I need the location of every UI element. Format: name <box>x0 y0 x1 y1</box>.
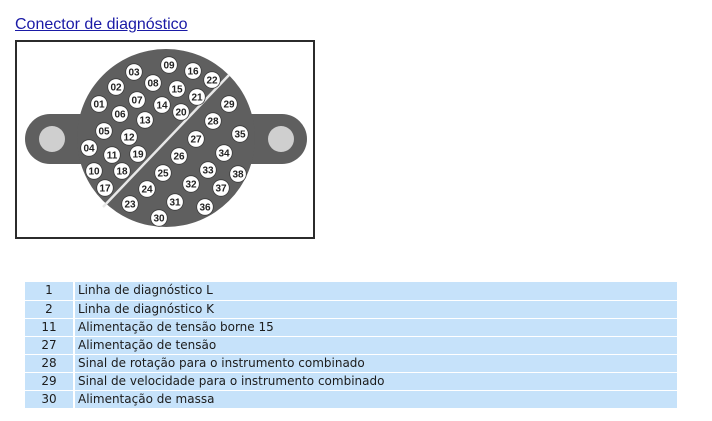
connector-diagram <box>15 40 315 239</box>
connector-pin-30 <box>151 210 168 227</box>
connector-pin-12 <box>121 129 138 146</box>
connector-pin-23 <box>122 196 139 213</box>
pin-label: 29 <box>223 99 235 111</box>
connector-pin-10 <box>86 163 103 180</box>
connector-pin-05 <box>96 123 113 140</box>
table-row <box>25 390 677 408</box>
connector-pin-26 <box>171 148 188 165</box>
connector-pin-28 <box>205 113 222 130</box>
pin-label: 31 <box>169 197 181 209</box>
connector-pin-32 <box>183 176 200 193</box>
pin-label: 10 <box>88 166 100 178</box>
pin-description-cell: Alimentação de tensão borne 15 <box>74 318 677 336</box>
pin-number-cell: 2 <box>25 300 74 318</box>
table-row <box>25 336 677 354</box>
pin-number-cell: 29 <box>25 372 74 390</box>
pin-label: 30 <box>153 213 165 225</box>
connector-pin-24 <box>139 181 156 198</box>
connector-pin-06 <box>112 106 129 123</box>
pin-description-cell: Sinal de rotação para o instrumento combinado <box>74 354 677 372</box>
table-row <box>25 300 677 318</box>
pin-number-cell: 1 <box>25 282 74 300</box>
table-row <box>25 282 677 300</box>
pin-label: 32 <box>185 179 197 191</box>
connector-pin-27 <box>188 131 205 148</box>
pin-label: 07 <box>131 95 143 107</box>
pin-label: 21 <box>191 92 203 104</box>
pin-label: 02 <box>110 82 122 94</box>
connector-pin-13 <box>137 112 154 129</box>
connector-pin-08 <box>145 75 162 92</box>
connector-pin-20 <box>173 104 190 121</box>
connector-pin-03 <box>126 64 143 81</box>
connector-pin-09 <box>161 57 178 74</box>
pin-label: 33 <box>202 165 214 177</box>
pin-label: 03 <box>128 67 140 79</box>
pin-description-cell: Linha de diagnóstico K <box>74 300 677 318</box>
pin-number-cell: 28 <box>25 354 74 372</box>
table-row <box>25 372 677 390</box>
connector-pin-15 <box>169 81 186 98</box>
connector-pin-04 <box>81 140 98 157</box>
pin-label: 14 <box>156 100 168 112</box>
connector-pin-11 <box>104 147 121 164</box>
pin-label: 05 <box>98 126 110 138</box>
connector-pin-25 <box>155 165 172 182</box>
pin-label: 08 <box>147 78 159 90</box>
pin-label: 28 <box>207 116 219 128</box>
table-row <box>25 354 677 372</box>
connector-pin-19 <box>130 146 147 163</box>
connector-pin-17 <box>97 180 114 197</box>
connector-pin-36 <box>197 199 214 216</box>
pin-description-cell: Alimentação de tensão <box>74 336 677 354</box>
connector-pin-33 <box>200 162 217 179</box>
pin-label: 15 <box>171 84 183 96</box>
pin-label: 34 <box>218 148 230 160</box>
connector-pin-34 <box>216 145 233 162</box>
mounting-hole-left <box>39 126 65 152</box>
connector-pin-31 <box>167 194 184 211</box>
connector-pin-29 <box>221 96 238 113</box>
connector-pin-22 <box>204 72 221 89</box>
pin-label: 26 <box>173 151 185 163</box>
connector-pin-37 <box>213 180 230 197</box>
pin-label: 38 <box>232 169 244 181</box>
pin-label: 27 <box>190 134 202 146</box>
pin-label: 12 <box>123 132 135 144</box>
pin-description-cell: Linha de diagnóstico L <box>74 282 677 300</box>
connector-pin-38 <box>230 166 247 183</box>
pin-label: 13 <box>139 115 151 127</box>
connector-pin-21 <box>189 89 206 106</box>
pin-label: 16 <box>187 66 199 78</box>
connector-pin-02 <box>108 79 125 96</box>
pin-label: 24 <box>141 184 153 196</box>
connector-pin-07 <box>129 92 146 109</box>
pin-label: 20 <box>175 107 187 119</box>
pin-number-cell: 30 <box>25 390 74 408</box>
pin-label: 37 <box>215 183 227 195</box>
pin-label: 11 <box>106 150 118 162</box>
connector-pin-16 <box>185 63 202 80</box>
pin-label: 04 <box>83 143 95 155</box>
pin-function-table <box>25 282 677 409</box>
connector-pin-14 <box>154 97 171 114</box>
pin-label: 35 <box>234 129 246 141</box>
pin-label: 17 <box>99 183 111 195</box>
pin-number-cell: 11 <box>25 318 74 336</box>
table-row <box>25 318 677 336</box>
pin-label: 06 <box>114 109 126 121</box>
pin-description-cell: Sinal de velocidade para o instrumento combinado <box>74 372 677 390</box>
pin-label: 18 <box>116 166 128 178</box>
connector-pin-01 <box>91 96 108 113</box>
pin-label: 25 <box>157 168 169 180</box>
connector-title-link[interactable]: Conector de diagnóstico <box>15 16 188 33</box>
pin-label: 19 <box>132 149 144 161</box>
pin-label: 23 <box>124 199 136 211</box>
connector-svg <box>17 42 313 237</box>
pin-label: 22 <box>206 75 218 87</box>
mounting-hole-right <box>268 126 294 152</box>
connector-pin-18 <box>114 163 131 180</box>
pin-label: 01 <box>93 99 105 111</box>
pin-number-cell: 27 <box>25 336 74 354</box>
connector-pin-35 <box>232 126 249 143</box>
pin-label: 09 <box>163 60 175 72</box>
pin-description-cell: Alimentação de massa <box>74 390 677 408</box>
pin-label: 36 <box>199 202 211 214</box>
